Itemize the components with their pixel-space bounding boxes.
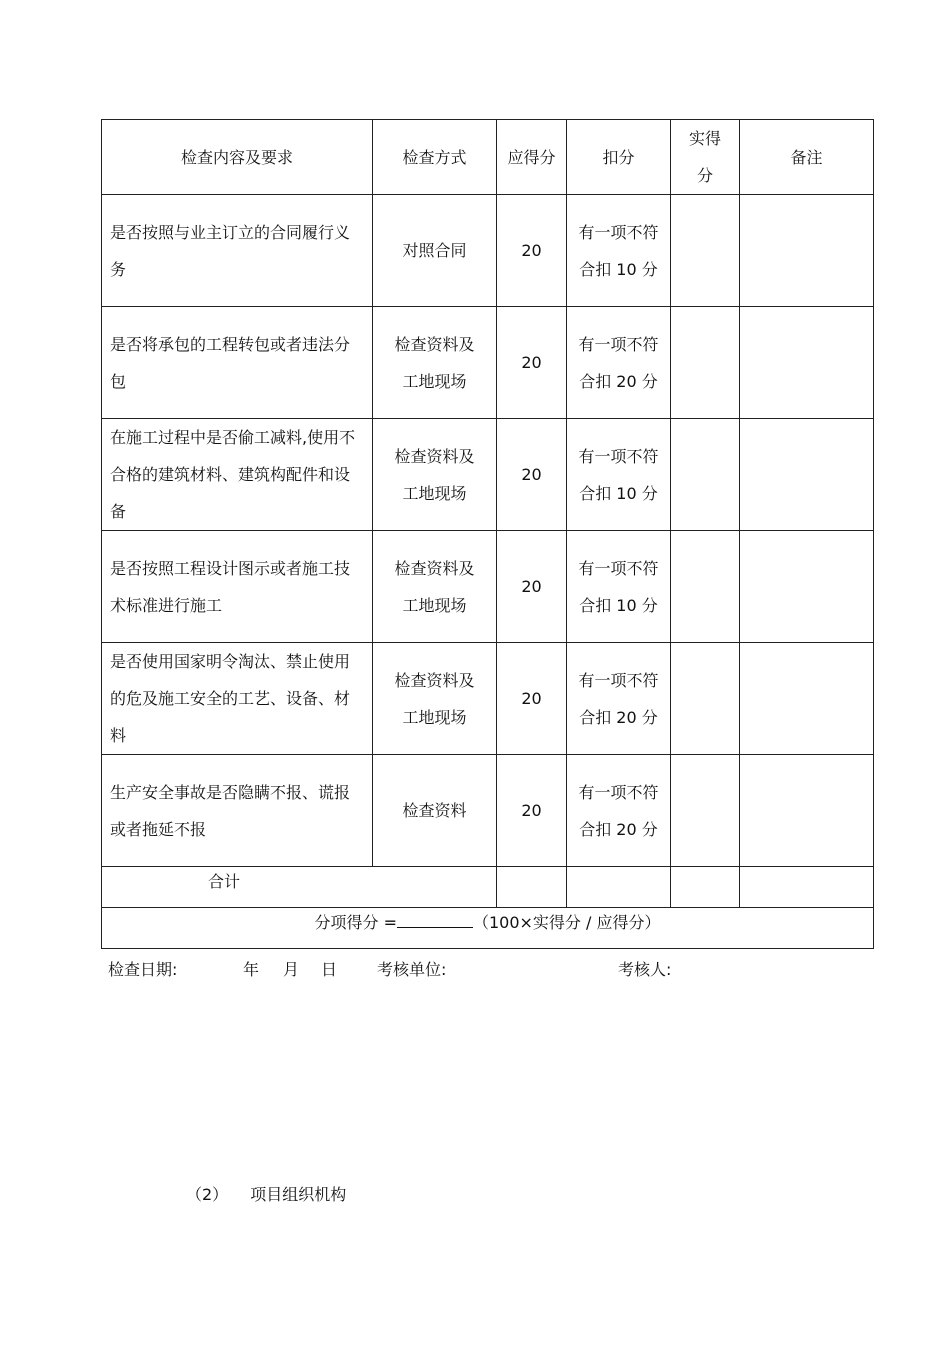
row-remarks	[740, 643, 874, 755]
table-row	[102, 531, 874, 643]
row-content: 生产安全事故是否隐瞒不报、谎报或者拖延不报	[102, 755, 373, 867]
total-label: 合计	[102, 867, 497, 908]
row-method: 检查资料及工地现场	[373, 643, 497, 755]
row-content: 是否按照与业主订立的合同履行义务	[102, 195, 373, 307]
table-row	[102, 419, 874, 531]
row-deduction: 有一项不符合扣 20 分	[567, 755, 671, 867]
header-method: 检查方式	[373, 120, 497, 195]
assessor-label: 考核人:	[618, 960, 672, 979]
row-deduction: 有一项不符合扣 10 分	[567, 195, 671, 307]
row-actual	[671, 307, 740, 419]
month-label: 月	[283, 960, 300, 979]
row-method: 对照合同	[373, 195, 497, 307]
row-score: 20	[497, 643, 567, 755]
formula-blank	[397, 913, 473, 928]
row-content: 是否将承包的工程转包或者违法分包	[102, 307, 373, 419]
row-deduction: 有一项不符合扣 10 分	[567, 419, 671, 531]
row-score: 20	[497, 307, 567, 419]
row-score: 20	[497, 195, 567, 307]
total-remarks	[740, 867, 874, 908]
row-content: 是否使用国家明令淘汰、禁止使用的危及施工安全的工艺、设备、材料	[102, 643, 373, 755]
header-deduction: 扣分	[567, 120, 671, 195]
total-score	[497, 867, 567, 908]
row-remarks	[740, 755, 874, 867]
header-content: 检查内容及要求	[102, 120, 373, 195]
row-actual	[671, 531, 740, 643]
row-method: 检查资料	[373, 755, 497, 867]
unit-label: 考核单位:	[377, 960, 447, 979]
section-heading	[186, 1182, 346, 1205]
total-row	[102, 867, 874, 908]
row-actual	[671, 195, 740, 307]
section-number: （2）	[186, 1185, 229, 1204]
row-remarks	[740, 307, 874, 419]
formula-prefix: 分项得分 =	[314, 913, 397, 932]
table-row	[102, 195, 874, 307]
day-label: 日	[321, 960, 338, 979]
formula-row	[102, 908, 874, 949]
signature-footer	[108, 957, 672, 1090]
row-content: 是否按照工程设计图示或者施工技术标准进行施工	[102, 531, 373, 643]
row-method: 检查资料及工地现场	[373, 531, 497, 643]
header-remarks: 备注	[740, 120, 874, 195]
date-label: 检查日期:	[108, 960, 178, 979]
row-score: 20	[497, 531, 567, 643]
header-full-score: 应得分	[497, 120, 567, 195]
year-label: 年	[243, 960, 260, 979]
row-actual	[671, 643, 740, 755]
row-actual	[671, 419, 740, 531]
total-deduction	[567, 867, 671, 908]
table-row	[102, 307, 874, 419]
total-actual	[671, 867, 740, 908]
row-deduction: 有一项不符合扣 10 分	[567, 531, 671, 643]
row-method: 检查资料及工地现场	[373, 419, 497, 531]
row-remarks	[740, 195, 874, 307]
row-score: 20	[497, 755, 567, 867]
row-score: 20	[497, 419, 567, 531]
header-row	[102, 120, 874, 195]
row-deduction: 有一项不符合扣 20 分	[567, 307, 671, 419]
row-remarks	[740, 419, 874, 531]
formula-cell	[102, 908, 874, 949]
table-row	[102, 643, 874, 755]
row-actual	[671, 755, 740, 867]
inspection-table	[101, 119, 874, 949]
table-row	[102, 755, 874, 867]
row-content: 在施工过程中是否偷工减料,使用不合格的建筑材料、建筑构配件和设备	[102, 419, 373, 531]
section-title: 项目组织机构	[250, 1185, 347, 1204]
formula-suffix: （100×实得分 / 应得分）	[472, 913, 661, 932]
row-method: 检查资料及工地现场	[373, 307, 497, 419]
header-actual-score: 实得分	[671, 120, 740, 195]
row-remarks	[740, 531, 874, 643]
row-deduction: 有一项不符合扣 20 分	[567, 643, 671, 755]
